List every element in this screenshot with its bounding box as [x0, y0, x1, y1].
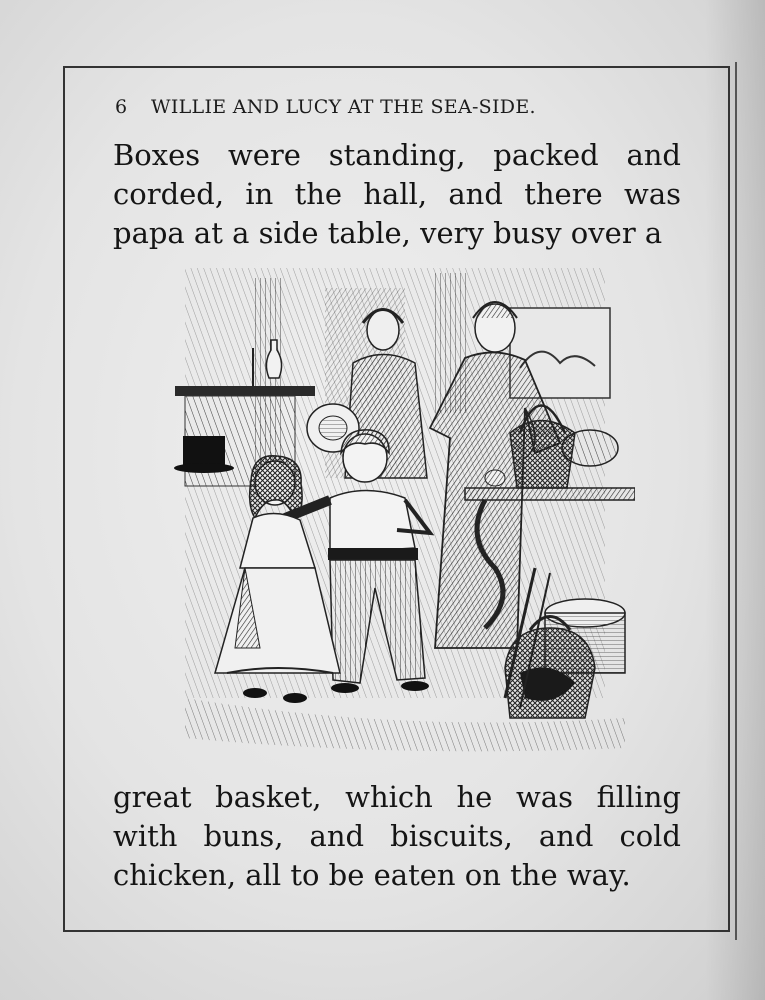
text-line: papa at a side table, very busy over a — [113, 216, 663, 250]
running-head-title: WILLIE AND LUCY AT THE SEA-SIDE. — [151, 96, 536, 118]
running-head — [115, 96, 675, 118]
page-number: 6 — [115, 96, 128, 118]
text-line: chicken, all to be eaten on the way. — [113, 858, 631, 892]
paragraph-before-illustration — [113, 136, 681, 253]
text-line: corded, in the hall, and there was — [113, 177, 681, 211]
text-line: Boxes were standing, packed and — [113, 138, 681, 172]
text-line: with buns, and biscuits, and cold — [113, 819, 681, 853]
engraving-illustration-icon — [165, 268, 635, 758]
text-line: great basket, which he was filling — [113, 780, 681, 814]
paragraph-after-illustration — [113, 778, 681, 895]
page-border-frame — [63, 66, 730, 932]
